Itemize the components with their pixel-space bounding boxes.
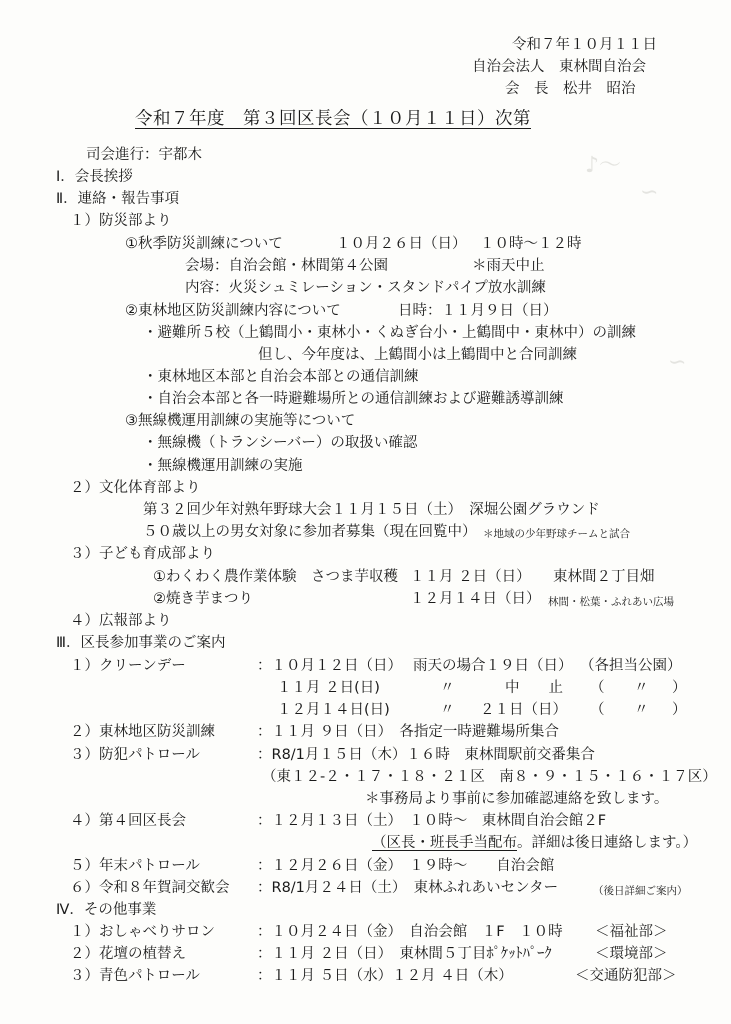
potato-event-place: 林間・松葉・ふれあい広場: [548, 596, 674, 608]
drill-1-title: ①秋季防災訓練について: [125, 236, 283, 252]
flowerbed-label: ２）花壇の植替え: [70, 946, 186, 962]
district-drill-value: ：１１月 ９日（日） 各指定一時避難場所集合: [257, 724, 559, 740]
cleanday-row3-paren-open: （: [590, 702, 605, 718]
potato-event-name: ②焼き芋まつり: [153, 591, 253, 607]
drill-2-date: 日時：１１月９日（日）: [398, 303, 558, 319]
organization-name: 自治会法人 東林間自治会: [472, 59, 646, 75]
district-drill-label: ２）東林地区防災訓練: [70, 724, 215, 740]
cleanday-row3-date: １２月１４日(日): [277, 702, 390, 718]
drill-1-time: １０時～１２時: [480, 236, 582, 252]
cleanday-row2-paren-open: （: [590, 680, 605, 696]
blue-patrol-dept: ＜交通防犯部＞: [575, 968, 677, 984]
cleanday-row3-paren-close: ）: [672, 702, 687, 718]
cleanday-row3-alt: ２１日（日）: [480, 702, 567, 718]
drill-2-title: ②東林地区防災訓練内容について: [125, 303, 341, 319]
flowerbed-dept: ＜環境部＞: [595, 946, 668, 962]
salon-dept: ＜福祉部＞: [595, 924, 668, 940]
farm-event-place: 東林間２丁目畑: [553, 569, 655, 585]
drill-1-rain-note: ＊雨天中止: [472, 258, 545, 274]
salon-value: ：１０月２４日（金） 自治会館 １F １０時: [257, 924, 563, 940]
cleanday-row3-ditto: 〃: [440, 702, 455, 718]
show-through-mark: ∽: [640, 180, 659, 205]
cleanday-row2-ditto2: 〃: [634, 680, 649, 696]
drill-2-bullet-2: ・東林地区本部と自治会本部との通信訓練: [143, 369, 419, 385]
cleanday-row1-place: （各担当公園）: [580, 658, 682, 674]
potato-event-date: １２月１４日（日）: [410, 591, 541, 607]
crime-patrol-areas: （東１２-２・１７・１８・２１区 南８・９・１５・１６・１７区）: [262, 769, 717, 785]
koho-heading: ４）広報部より: [70, 613, 172, 629]
section-4-heading: Ⅳ．その他事業: [56, 902, 157, 918]
baseball-event: 第３２回少年対熟年野球大会１１月１５日（土） 深堀公園グラウンド: [143, 502, 600, 518]
newyear-party-note: （後日詳細ご案内）: [593, 885, 688, 897]
yearend-patrol-label: ５）年末パトロール: [70, 858, 200, 874]
drill-1-venue: 会場：自治会館・林間第４公園: [185, 258, 388, 274]
cleanday-row1-rain: 雨天の場合１９日（日）: [413, 658, 573, 674]
section-2-heading: Ⅱ．連絡・報告事項: [56, 191, 180, 207]
drill-3-bullet-2: ・無線機運用訓練の実施: [143, 458, 303, 474]
section-3-heading: Ⅲ．区長参加事業のご案内: [56, 635, 226, 651]
bunka-heading: ２）文化体育部より: [70, 480, 201, 496]
master-of-ceremonies: 司会進行：宇都木: [86, 147, 202, 163]
show-through-mark: ∽: [668, 350, 687, 375]
cleanday-row2-paren-close: ）: [672, 680, 687, 696]
drill-2-bullet-3: ・自治会本部と各一時避難場所との通信訓練および避難誘導訓練: [143, 391, 564, 407]
baseball-recruit: ５０歳以上の男女対象に参加者募集（現在回覧中）: [143, 524, 477, 540]
drill-1-date: １０月２６日（日）: [336, 236, 467, 252]
blue-patrol-label: ３）青色パトロール: [70, 968, 200, 984]
cleanday-row2-ditto: 〃: [440, 680, 455, 696]
cleanday-row3-ditto2: 〃: [634, 702, 649, 718]
cleanday-row2-date: １１月 ２日(日): [277, 680, 380, 696]
baseball-note: ＊地域の少年野球チームと試合: [483, 528, 630, 540]
crime-patrol-value: ：R8/1月１５日（木）１６時 東林間駅前交番集合: [257, 747, 595, 763]
crime-patrol-label: ３）防犯パトロール: [70, 747, 200, 763]
drill-1-content: 内容：火災シュミレーション・スタンドパイプ放水訓練: [185, 280, 546, 296]
newyear-party-label: ６）令和８年賀詞交歓会: [70, 880, 230, 896]
drill-3-title: ③無線機運用訓練の実施等について: [125, 413, 356, 429]
drill-3-bullet-1: ・無線機（トランシーバー）の取扱い確認: [143, 435, 418, 451]
blue-patrol-value: ：１１月 ５日（水）１２月 ４日（木）: [257, 968, 513, 984]
meeting4-note: [372, 834, 697, 852]
cleanday-row1-date: ：１０月１２日（日）: [257, 658, 402, 674]
yearend-patrol-value: ：１２月２６日（金） １９時～ 自治会館: [257, 858, 555, 874]
meeting4-label: ４）第４回区長会: [70, 813, 186, 829]
issue-date: 令和７年１０月１１日: [512, 37, 657, 53]
cleanday-row2-status: 中 止: [505, 680, 563, 696]
meeting4-note-underlined: （区長・班長手当配布: [372, 835, 517, 851]
drill-2-bullet-1: ・避難所５校（上鶴間小・東林小・くぬぎ台小・上鶴間中・東林中）の訓練: [143, 325, 636, 341]
farm-event-name: ①わくわく農作業体験 さつま芋収穫: [153, 569, 398, 585]
chairperson: 会 長 松井 昭治: [505, 81, 636, 97]
cleanday-label: １）クリーンデー: [70, 658, 186, 674]
bosai-heading: １）防災部より: [70, 213, 172, 229]
newyear-party-value: ：R8/1月２４日（土） 東林ふれあいセンター: [257, 880, 559, 896]
salon-label: １）おしゃべりサロン: [70, 924, 215, 940]
section-1-heading: Ⅰ．会長挨拶: [56, 169, 133, 185]
drill-2-bullet-1-note: 但し、今年度は、上鶴間小は上鶴間中と合同訓練: [258, 347, 577, 363]
document-title: 令和７年度 第３回区長会（１０月１１日）次第: [135, 109, 531, 129]
farm-event-date: １１月 ２日（日）: [410, 569, 531, 585]
kodomo-heading: ３）子ども育成部より: [70, 546, 215, 562]
meeting4-note-rest: 。詳細は後日連絡します。）: [517, 835, 698, 851]
crime-patrol-note: ＊事務局より事前に参加確認連絡を致します。: [365, 791, 669, 807]
flowerbed-value: ：１１月 ２日（日） 東林間５丁目ﾎﾟｹｯﾄﾊﾟｰｸ: [257, 946, 552, 962]
meeting4-value: ：１２月１３日（土） １０時～ 東林間自治会館２F: [257, 813, 607, 829]
show-through-mark: ♪〜: [585, 153, 622, 178]
